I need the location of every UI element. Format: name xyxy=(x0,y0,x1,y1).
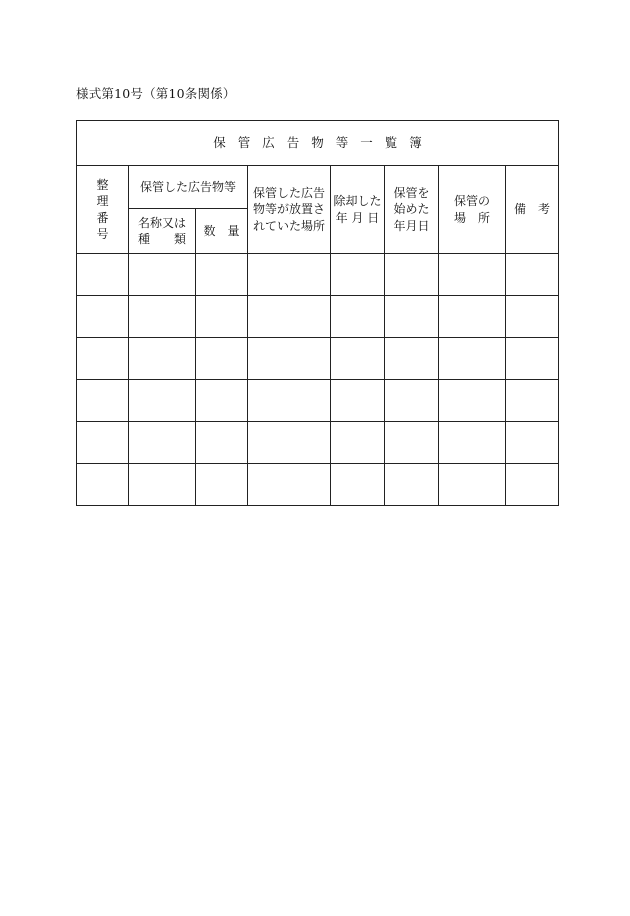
table-cell xyxy=(331,380,385,422)
table-cell xyxy=(331,464,385,506)
table-cell xyxy=(129,296,196,338)
table-cell xyxy=(248,464,331,506)
table-cell xyxy=(331,338,385,380)
table-title: 保管広告物等一覧簿 xyxy=(77,121,559,166)
table-cell xyxy=(196,254,248,296)
header-hokan-basho xyxy=(439,166,506,254)
table-row xyxy=(77,422,559,464)
table-cell xyxy=(439,296,506,338)
header-jokyaku-line2: 年 月 日 xyxy=(335,210,380,225)
header-hochi-line2: 物等が放置さ xyxy=(252,202,325,217)
header-hochi-basho xyxy=(248,166,331,254)
table-row xyxy=(77,296,559,338)
header-hokan-group: 保管した広告物等 xyxy=(129,166,248,209)
header-hajime-line3: 年月日 xyxy=(393,218,430,233)
table-cell xyxy=(129,464,196,506)
header-jokyaku-line1: 除却した xyxy=(333,194,382,209)
header-meisho-line1: 名称又は xyxy=(137,215,186,230)
table-cell xyxy=(385,338,439,380)
table-cell xyxy=(506,422,559,464)
table-row xyxy=(77,338,559,380)
table-cell xyxy=(331,254,385,296)
table-cell xyxy=(77,380,129,422)
table-cell xyxy=(129,338,196,380)
table-cell xyxy=(129,380,196,422)
table-cell xyxy=(439,254,506,296)
table-cell xyxy=(129,254,196,296)
header-basho-line2: 場 所 xyxy=(453,210,490,225)
table-cell xyxy=(248,254,331,296)
header-meisho-line2: 種 類 xyxy=(137,232,186,246)
table-cell xyxy=(439,338,506,380)
header-hokan-start-date xyxy=(385,166,439,254)
table-row xyxy=(77,254,559,296)
table-cell xyxy=(196,296,248,338)
table-cell xyxy=(129,422,196,464)
header-hajime-line2: 始めた xyxy=(393,202,430,217)
header-basho-line1: 保管の xyxy=(453,194,490,209)
table-cell xyxy=(77,338,129,380)
table-cell xyxy=(196,380,248,422)
header-hochi-line3: れていた場所 xyxy=(252,218,325,233)
table-cell xyxy=(385,464,439,506)
header-biko: 備 考 xyxy=(506,166,559,254)
table-cell xyxy=(439,464,506,506)
table-cell xyxy=(385,380,439,422)
table-cell xyxy=(506,338,559,380)
table-cell xyxy=(248,338,331,380)
table-cell xyxy=(77,464,129,506)
header-seiri-line2: 番 号 xyxy=(96,210,119,241)
table-cell xyxy=(77,422,129,464)
table-cell xyxy=(385,296,439,338)
table-cell xyxy=(248,422,331,464)
table-body xyxy=(77,254,559,506)
header-hajime-line1: 保管を xyxy=(393,186,430,201)
table-cell xyxy=(506,464,559,506)
table-row xyxy=(77,464,559,506)
table-cell xyxy=(439,422,506,464)
header-seiri-line1: 整 理 xyxy=(96,178,119,209)
table-cell xyxy=(331,422,385,464)
table-cell xyxy=(196,422,248,464)
table-cell xyxy=(77,296,129,338)
header-meisho-shurui xyxy=(129,209,196,254)
table-row xyxy=(77,380,559,422)
table-cell xyxy=(385,254,439,296)
storage-ledger-table xyxy=(76,120,559,506)
table-cell xyxy=(506,296,559,338)
table-cell xyxy=(385,422,439,464)
table-cell xyxy=(331,296,385,338)
table-cell xyxy=(196,338,248,380)
table-cell xyxy=(248,380,331,422)
header-seiri-bango xyxy=(77,166,129,254)
form-number: 様式第10号（第10条関係） xyxy=(76,86,236,101)
table-cell xyxy=(506,380,559,422)
table-cell xyxy=(248,296,331,338)
table-cell xyxy=(77,254,129,296)
header-suryo: 数 量 xyxy=(196,209,248,254)
table-cell xyxy=(506,254,559,296)
table-cell xyxy=(439,380,506,422)
header-jokyaku-date xyxy=(331,166,385,254)
table-cell xyxy=(196,464,248,506)
header-hochi-line1: 保管した広告 xyxy=(252,186,325,201)
